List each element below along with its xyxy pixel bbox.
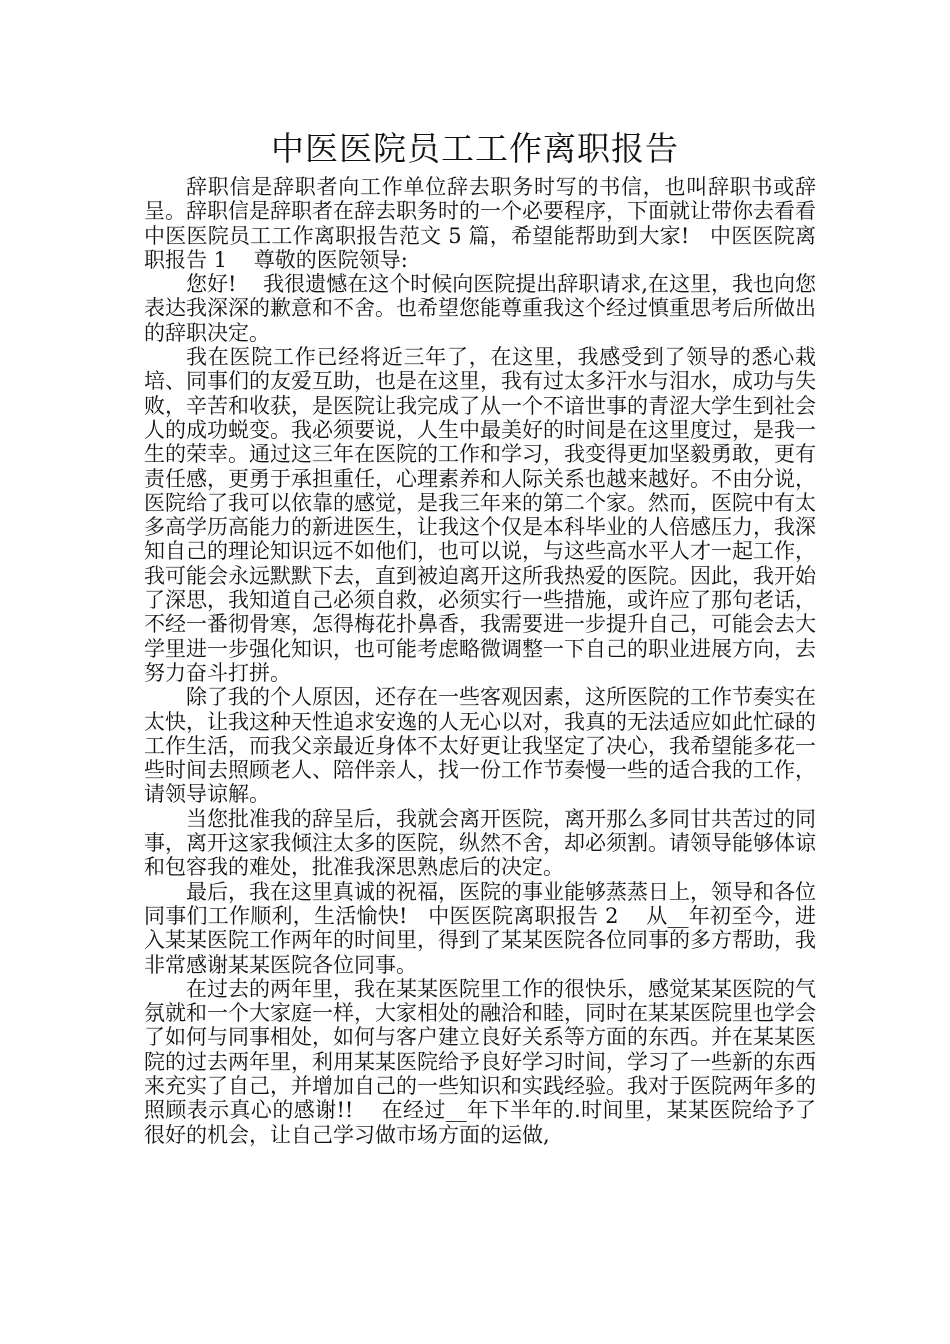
- paragraph-closing: 最后，我在这里真诚的祝福，医院的事业能够蒸蒸日上，领导和各位同事们工作顺利，生活愉快! 中医医院离职报告 2 从__年初至今，进入某某医院工作两年的时间里，得到了某某医院各位同事的多方帮助，我非常感谢某某医院各位同事。: [144, 879, 816, 977]
- document-title: 中医医院员工工作离职报告: [271, 129, 679, 168]
- paragraph-experience: 我在医院工作已经将近三年了，在这里，我感受到了领导的悉心栽培、同事们的友爱互助，也是在这里，我有过太多汗水与泪水，成功与失败，辛苦和收获，是医院让我完成了从一个不谙世事的青涩大学生到社会人的成功蜕变。我必须要说，人生中最美好的时间是在这里度过，是我一生的荣幸。通过这三年在医院的工作和学习，我变得更加坚毅勇敢，更有责任感，更勇于承担重任，心理素养和人际关系也越来越好。不由分说，医院给了我可以依靠的感觉，是我三年来的第二个家。然而，医院中有太多高学历高能力的新进医生，让我这个仅是本科毕业的人倍感压力，我深知自己的理论知识远不如他们，也可以说，与这些高水平人才一起工作，我可能会永远默默下去，直到被迫离开这所我热爱的医院。因此，我开始了深思，我知道自己必须自救，必须实行一些措施，或许应了那句老话，不经一番彻骨寒，怎得梅花扑鼻香，我需要进一步提升自己，可能会去大学里进一步强化知识，也可能考虑略微调整一下自己的职业进展方向，去努力奋斗打拼。: [144, 345, 816, 685]
- paragraph-request: 当您批准我的辞呈后，我就会离开医院，离开那么多同甘共苦过的同事，离开这家我倾注太多的医院，纵然不舍，却必须割。请领导能够体谅和包容我的难处，批准我深思熟虑后的决定。: [144, 806, 816, 880]
- paragraph-report-2: 在过去的两年里，我在某某医院里工作的很快乐，感觉某某医院的气氛就和一个大家庭一样，大家相处的融洽和睦，同时在某某医院里也学会了如何与同事相处，如何与客户建立良好关系等方面的东西。并在某某医院的过去两年里，利用某某医院给予良好学习时间，学习了一些新的东西来充实了自己，并增加自己的一些知识和实践经验。我对于医院两年多的照顾表示真心的感谢!! 在经过__年下半年的.时间里，某某医院给予了很好的机会，让自己学习做市场方面的运做,: [144, 976, 816, 1147]
- paragraph-intro: 辞职信是辞职者向工作单位辞去职务时写的书信，也叫辞职书或辞呈。辞职信是辞职者在辞去职务时的一个必要程序，下面就让带你去看看中医医院员工工作离职报告范文 5 篇，希望能帮助到大家! 中医医院离职报告 1 尊敬的医院领导:: [144, 175, 816, 272]
- paragraph-greeting: 您好! 我很遗憾在这个时候向医院提出辞职请求,在这里，我也向您表达我深深的歉意和不舍。也希望您能尊重我这个经过慎重思考后所做出的辞职决定。: [144, 272, 816, 345]
- paragraph-reasons: 除了我的个人原因，还存在一些客观因素，这所医院的工作节奏实在太快，让我这种天性追求安逸的人无心以对，我真的无法适应如此忙碌的工作生活，而我父亲最近身体不太好更让我坚定了决心，我希望能多花一些时间去照顾老人、陪伴亲人，找一份工作节奏慢一些的适合我的工作，请领导谅解。: [144, 685, 816, 807]
- document-body: [144, 175, 816, 1147]
